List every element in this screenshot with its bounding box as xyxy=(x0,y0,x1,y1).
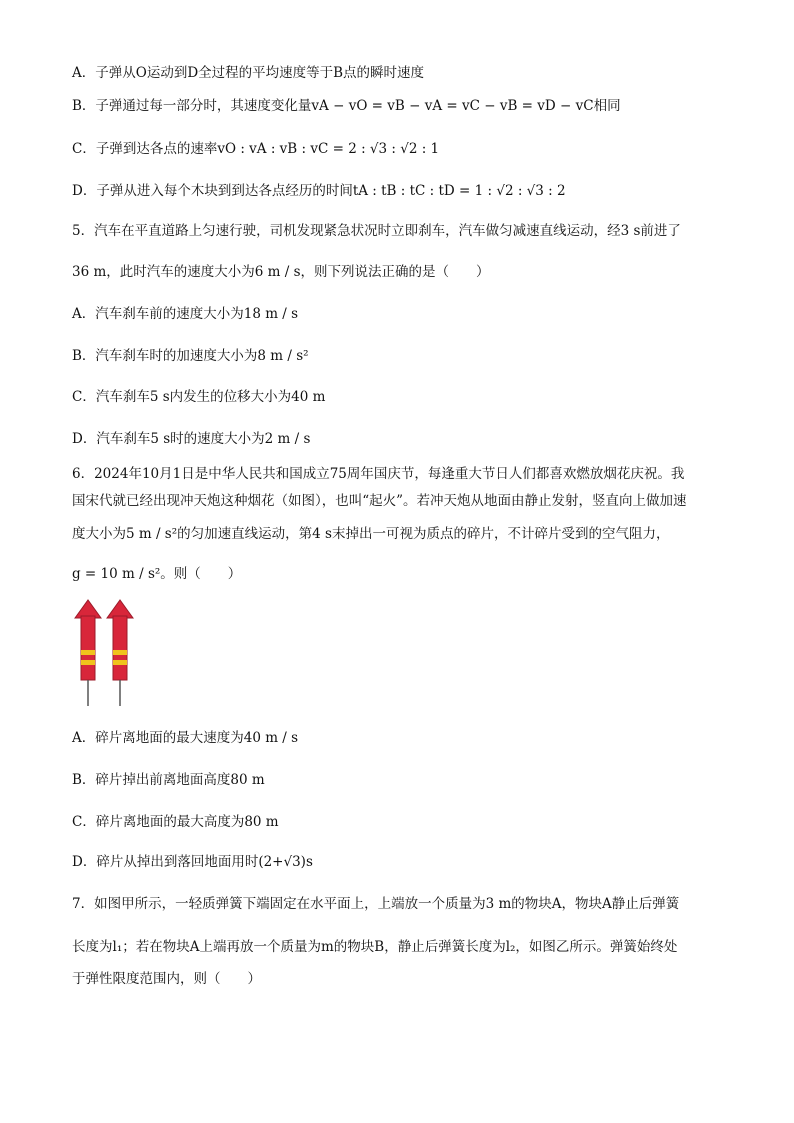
q5-option-a: A．汽车刹车前的速度大小为18 m / s xyxy=(72,306,299,322)
q6-option-a: A．碎片离地面的最大速度为40 m / s xyxy=(72,730,299,746)
q6-stem-line1: 6．2024年10月1日是中华人民共和国成立75周年国庆节，每逢重大节日人们都喜欢燃放烟花庆祝。我 xyxy=(72,466,685,482)
q6-stem-line4: g = 10 m / s²。则（ ） xyxy=(72,566,242,582)
q7-stem-line3: 于弹性限度范围内，则（ ） xyxy=(72,971,261,987)
q5-option-c: C．汽车刹车5 s内发生的位移大小为40 m xyxy=(72,389,326,405)
q5-option-b: B．汽车刹车时的加速度大小为8 m / s² xyxy=(72,348,309,364)
q6-option-b: B．碎片掉出前离地面高度80 m xyxy=(72,772,265,788)
q7-stem-line1: 7．如图甲所示，一轻质弹簧下端固定在水平面上，上端放一个质量为3 m的物块A，物块A静止后弹簧 xyxy=(72,896,680,912)
q6-stem-line3: 度大小为5 m / s²的匀加速直线运动，第4 s末掉出一可视为质点的碎片，不计碎片受到的空气阻力， xyxy=(72,526,670,542)
q6-option-c: C．碎片离地面的最大高度为80 m xyxy=(72,814,279,830)
q4-option-b: B．子弹通过每一部分时，其速度变化量vA − vO = vB − vA = vC − vB = vD − vC相同 xyxy=(72,98,621,114)
q4-option-c: C．子弹到达各点的速率vO : vA : vB : vC = 2 : √3 : √2 : 1 xyxy=(72,141,440,157)
q5-option-d: D．汽车刹车5 s时的速度大小为2 m / s xyxy=(72,431,311,447)
rocket-left-icon xyxy=(75,600,101,706)
q7-stem-line2: 长度为l₁；若在物块A上端再放一个质量为m的物块B，静止后弹簧长度为l₂，如图乙所示。弹簧始终处 xyxy=(72,939,678,955)
rocket-right-icon xyxy=(107,600,133,706)
q6-stem-line2: 国宋代就已经出现冲天炮这种烟花（如图），也叫“起火”。若冲天炮从地面由静止发射，竖直向上做加速 xyxy=(72,493,687,509)
q5-stem-line2: 36 m，此时汽车的速度大小为6 m / s，则下列说法正确的是（ ） xyxy=(72,264,490,280)
q4-option-d: D．子弹从进入每个木块到到达各点经历的时间tA : tB : tC : tD = 1 : √2 : √3 : 2 xyxy=(72,183,566,199)
q6-option-d: D．碎片从掉出到落回地面用时(2+√3)s xyxy=(72,854,313,870)
q4-option-a: A．子弹从O运动到D全过程的平均速度等于B点的瞬时速度 xyxy=(72,65,425,81)
q5-stem-line1: 5．汽车在平直道路上匀速行驶，司机发现紧急状况时立即刹车，汽车做匀减速直线运动，经3 s前进了 xyxy=(72,223,681,239)
firework-rockets-figure xyxy=(72,598,142,710)
